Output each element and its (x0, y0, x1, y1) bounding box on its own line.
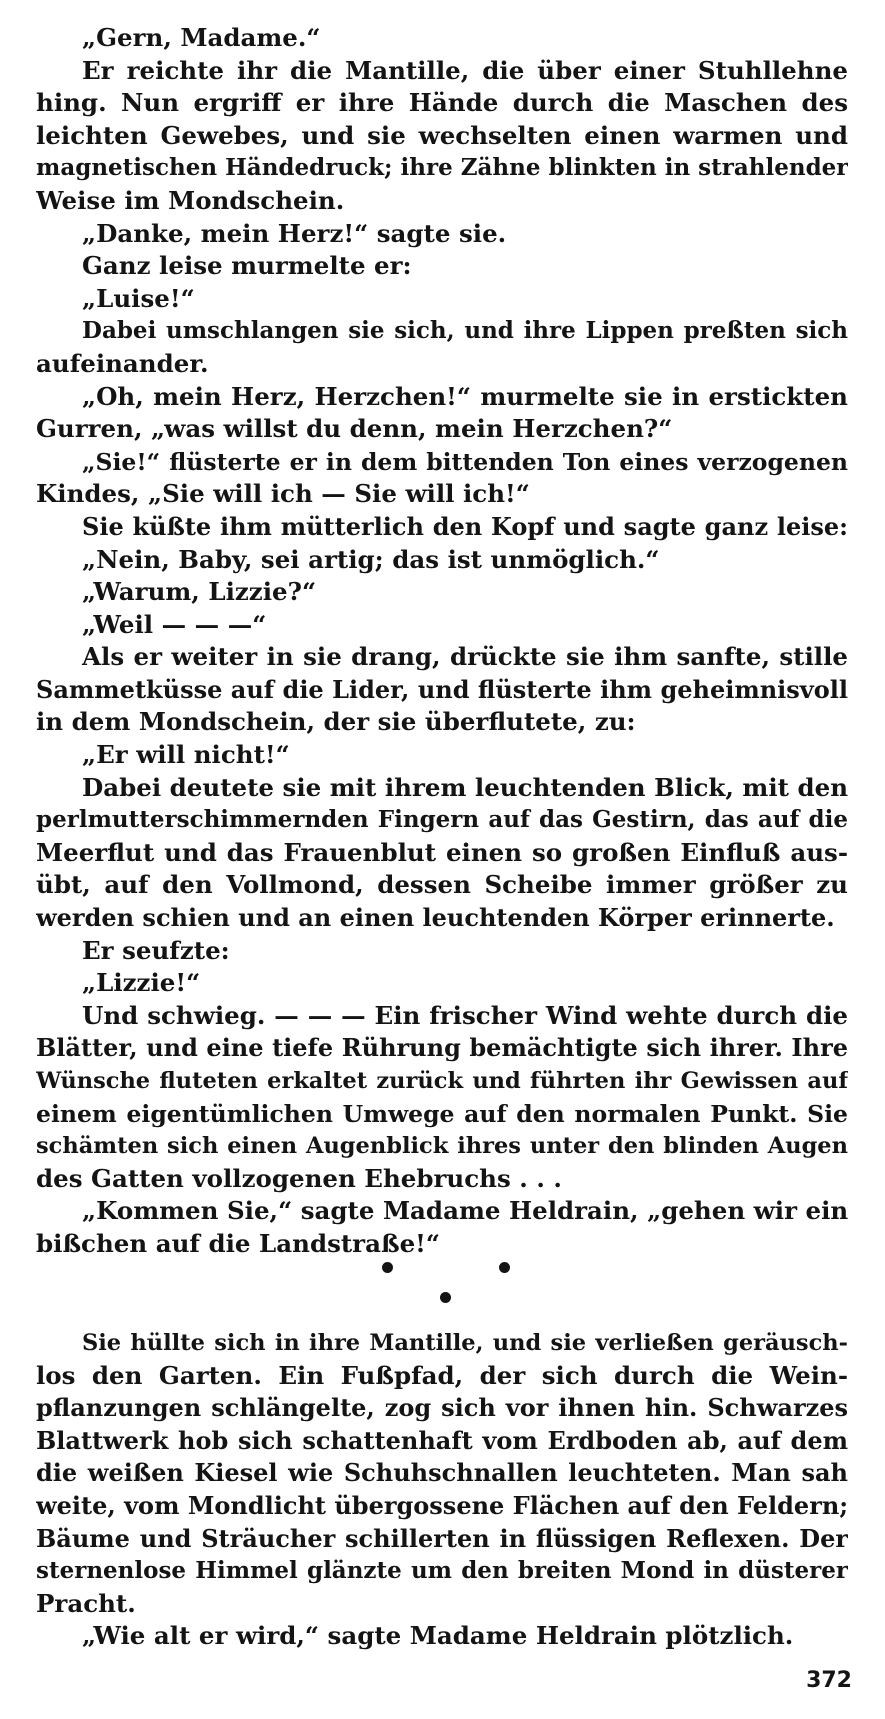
text-line: Ganz leise murmelte er: (82, 251, 412, 281)
text-line: pflanzungen schlängelte, zog sich vor ihnen hin. Schwarzes (36, 1393, 848, 1423)
text-line: „Warum, Lizzie?“ (82, 577, 317, 607)
section-break-asterism (0, 1262, 885, 1322)
text-line: Sie küßte ihm mütterlich den Kopf und sagte ganz leise: (82, 511, 848, 541)
page-number: 372 (806, 1668, 852, 1693)
text-line: Er reichte ihr die Mantille, die über einer Stuhllehne (82, 55, 848, 85)
text-line: perlmutterschimmernden Fingern auf das Gestirn, das auf die (36, 806, 848, 834)
text-line: „Danke, mein Herz!“ sagte sie. (82, 218, 507, 248)
text-line: Und schwieg. — — — Ein frischer Wind wehte durch die (82, 1000, 848, 1030)
text-line: des Gatten vollzogenen Ehebruchs . . . (36, 1163, 562, 1193)
text-line: Meerflut und das Frauenblut einen so großen Einfluß aus- (36, 837, 848, 867)
text-line: „Kommen Sie,“ sagte Madame Heldrain, „gehen wir ein (82, 1196, 848, 1226)
text-line: einem eigentümlichen Umwege auf den normalen Punkt. Sie (36, 1099, 848, 1128)
text-line: in dem Mondschein, der sie überflutete, zu: (36, 707, 636, 737)
text-line: „Nein, Baby, sei artig; das ist unmöglich.“ (82, 544, 660, 574)
asterism-dot (382, 1262, 393, 1273)
text-line: leichten Gewebes, und sie wechselten einen warmen und (36, 120, 848, 150)
text-block-2 (36, 1327, 848, 1653)
text-line: bißchen auf die Landstraße!“ (36, 1228, 441, 1258)
text-line: Gurren, „was willst du denn, mein Herzchen?“ (36, 414, 673, 444)
text-line: Blattwerk hob sich schattenhaft vom Erdboden ab, auf dem (36, 1425, 848, 1455)
text-line: die weißen Kiesel wie Schuhschnallen leuchteten. Man sah (36, 1458, 848, 1488)
text-line: Als er weiter in sie drang, drückte sie ihm sanfte, stille (82, 642, 848, 672)
text-line: Pracht. (36, 1588, 136, 1618)
text-line: „Luise!“ (82, 283, 195, 313)
text-line: Weise im Mondschein. (36, 185, 345, 215)
text-line: hing. Nun ergriff er ihre Hände durch die Maschen des (36, 88, 848, 118)
text-line: Sammetküsse auf die Lider, und flüsterte ihm geheimnisvoll (36, 674, 848, 704)
asterism-dot (499, 1262, 510, 1273)
text-line: „Sie!“ flüsterte er in dem bittenden Ton eines verzogenen (82, 447, 848, 476)
text-line: Sie hüllte sich in ihre Mantille, und sie verließen geräusch- (82, 1330, 848, 1356)
text-line: „Oh, mein Herz, Herzchen!“ murmelte sie in erstickten (82, 381, 848, 411)
text-line: „Wie alt er wird,“ sagte Madame Heldrain plötzlich. (82, 1621, 794, 1651)
text-line: Dabei deutete sie mit ihrem leuchtenden Blick, mit den (82, 772, 848, 802)
text-line: aufeinander. (36, 348, 209, 378)
text-line: schämten sich einen Augenblick ihres unter den blinden Augen (36, 1133, 848, 1160)
text-line: „Gern, Madame.“ (82, 23, 321, 52)
text-line: Wünsche fluteten erkaltet zurück und führten ihr Gewissen auf (36, 1068, 848, 1094)
text-line: „Weil — — —“ (82, 609, 267, 639)
text-line: werden schien und an einen leuchtenden Körper erinnerte. (36, 903, 835, 933)
text-line: Blätter, und eine tiefe Rührung bemächtigte sich ihrer. Ihre (36, 1033, 848, 1063)
text-block-1 (36, 22, 848, 1261)
text-line: „Lizzie!“ (82, 968, 201, 998)
text-line: Dabei umschlangen sie sich, und ihre Lippen preßten sich (82, 317, 848, 345)
text-line: sternenlose Himmel glänzte um den breiten Mond in düsterer (36, 1557, 848, 1585)
text-line: Er seufzte: (82, 935, 230, 965)
text-line: los den Garten. Ein Fußpfad, der sich durch die Wein- (36, 1360, 848, 1390)
text-line: Bäume und Sträucher schillerten in flüssigen Reflexen. Der (36, 1523, 848, 1553)
text-line: übt, auf den Vollmond, dessen Scheibe immer größer zu (36, 870, 848, 900)
text-line: „Er will nicht!“ (82, 740, 290, 770)
text-line: weite, vom Mondlicht übergossene Flächen auf den Feldern; (36, 1490, 848, 1520)
text-line: magnetischen Händedruck; ihre Zähne blinkten in strahlender (36, 154, 848, 182)
text-line: Kindes, „Sie will ich — Sie will ich!“ (36, 479, 530, 509)
asterism-dot (440, 1292, 451, 1303)
